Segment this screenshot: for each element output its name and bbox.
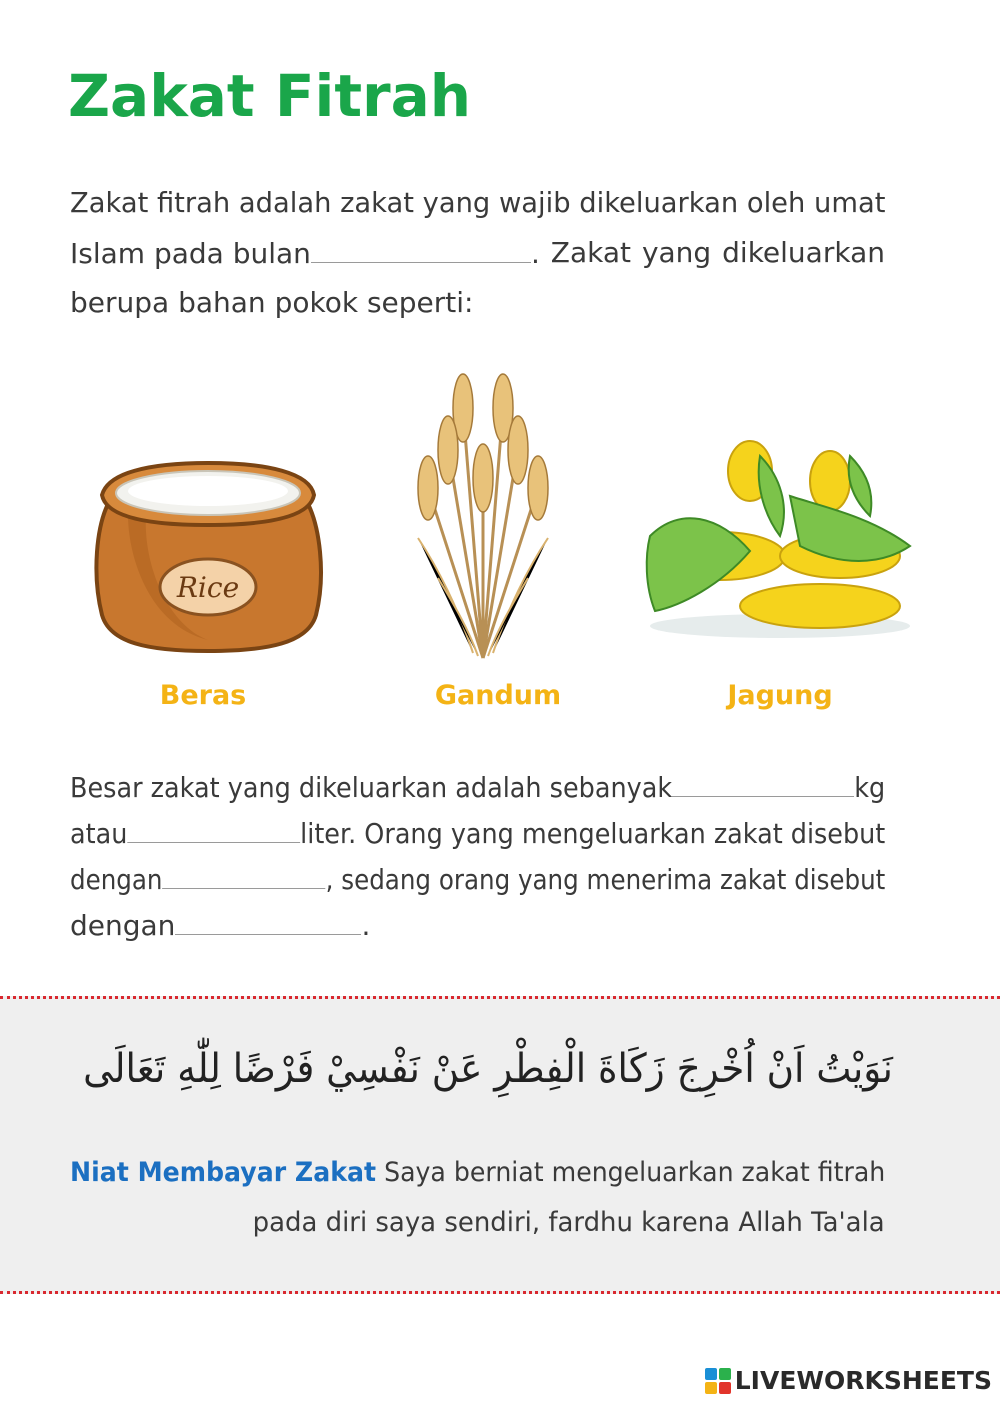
details-paragraph xyxy=(70,762,885,946)
details-line-3 xyxy=(70,854,886,900)
intro-line-3 xyxy=(70,278,885,328)
liveworksheets-logo-text: LIVEWORKSHEETS xyxy=(734,1366,992,1395)
blank-liter-input[interactable] xyxy=(127,808,300,843)
details-text-1b: kg xyxy=(854,771,886,804)
details-text-4a: dengan xyxy=(70,909,176,942)
grain-label-jagung: Jagung xyxy=(727,680,833,711)
intro-paragraph xyxy=(70,178,885,328)
wheat-image xyxy=(388,368,578,660)
details-line-2 xyxy=(70,808,886,854)
niat-label: Niat Membayar Zakat xyxy=(70,1157,377,1188)
niat-translation xyxy=(70,1148,885,1248)
grain-label-beras: Beras xyxy=(159,680,247,711)
intro-text-3: berupa bahan pokok seperti: xyxy=(70,286,474,319)
details-text-2b: liter. Orang yang mengeluarkan zakat disebut xyxy=(300,817,886,850)
intro-line-1 xyxy=(70,178,886,228)
details-text-2a: atau xyxy=(70,817,128,850)
liveworksheets-logo-icon xyxy=(705,1368,731,1394)
page-title: Zakat Fitrah xyxy=(68,62,472,130)
intro-text-2d: yang xyxy=(641,236,712,269)
details-text-1a: Besar zakat yang dikeluarkan adalah sebanyak xyxy=(70,771,673,804)
details-line-1 xyxy=(70,762,886,808)
intro-text-2a: Islam pada bulan . xyxy=(70,228,540,278)
niat-line-2 xyxy=(70,1198,885,1248)
blank-bulan-input[interactable] xyxy=(311,228,531,263)
rice-sack-image xyxy=(88,455,328,655)
details-text-3a: dengan xyxy=(70,863,163,896)
intro-text-2c: Zakat xyxy=(550,236,631,269)
blank-kg-input[interactable] xyxy=(672,762,854,797)
niat-text-2: pada diri saya sendiri, fardhu karena Allah Ta'ala xyxy=(252,1207,885,1238)
details-line-4 xyxy=(70,900,885,946)
niat-text-1: Saya berniat mengeluarkan zakat fitrah xyxy=(384,1157,886,1188)
grain-label-gandum: Gandum xyxy=(434,680,562,711)
intro-line-2 xyxy=(70,228,885,278)
details-text-4b: . xyxy=(361,909,371,942)
niat-line-1 xyxy=(70,1148,886,1198)
rice-sack-label: Rice xyxy=(176,571,240,604)
intro-text-2e: dikeluarkan xyxy=(722,236,885,269)
liveworksheets-logo xyxy=(705,1366,992,1395)
details-text-3b: , sedang orang yang menerima zakat disebut xyxy=(325,863,886,896)
niat-arabic-text: نَوَيْتُ اَنْ اُخْرِجَ زَكَاةَ الْفِطْرِ عَنْ نَفْسِيْ فَرْضًا لِلّٰهِ تَعَالَى xyxy=(83,1046,893,1092)
corn-image xyxy=(640,436,915,641)
niat-section xyxy=(0,996,1000,1294)
blank-muzakki-input[interactable] xyxy=(162,854,325,889)
intro-text-1: Zakat fitrah adalah zakat yang wajib dikeluarkan oleh umat xyxy=(70,186,886,219)
blank-mustahik-input[interactable] xyxy=(175,900,361,935)
